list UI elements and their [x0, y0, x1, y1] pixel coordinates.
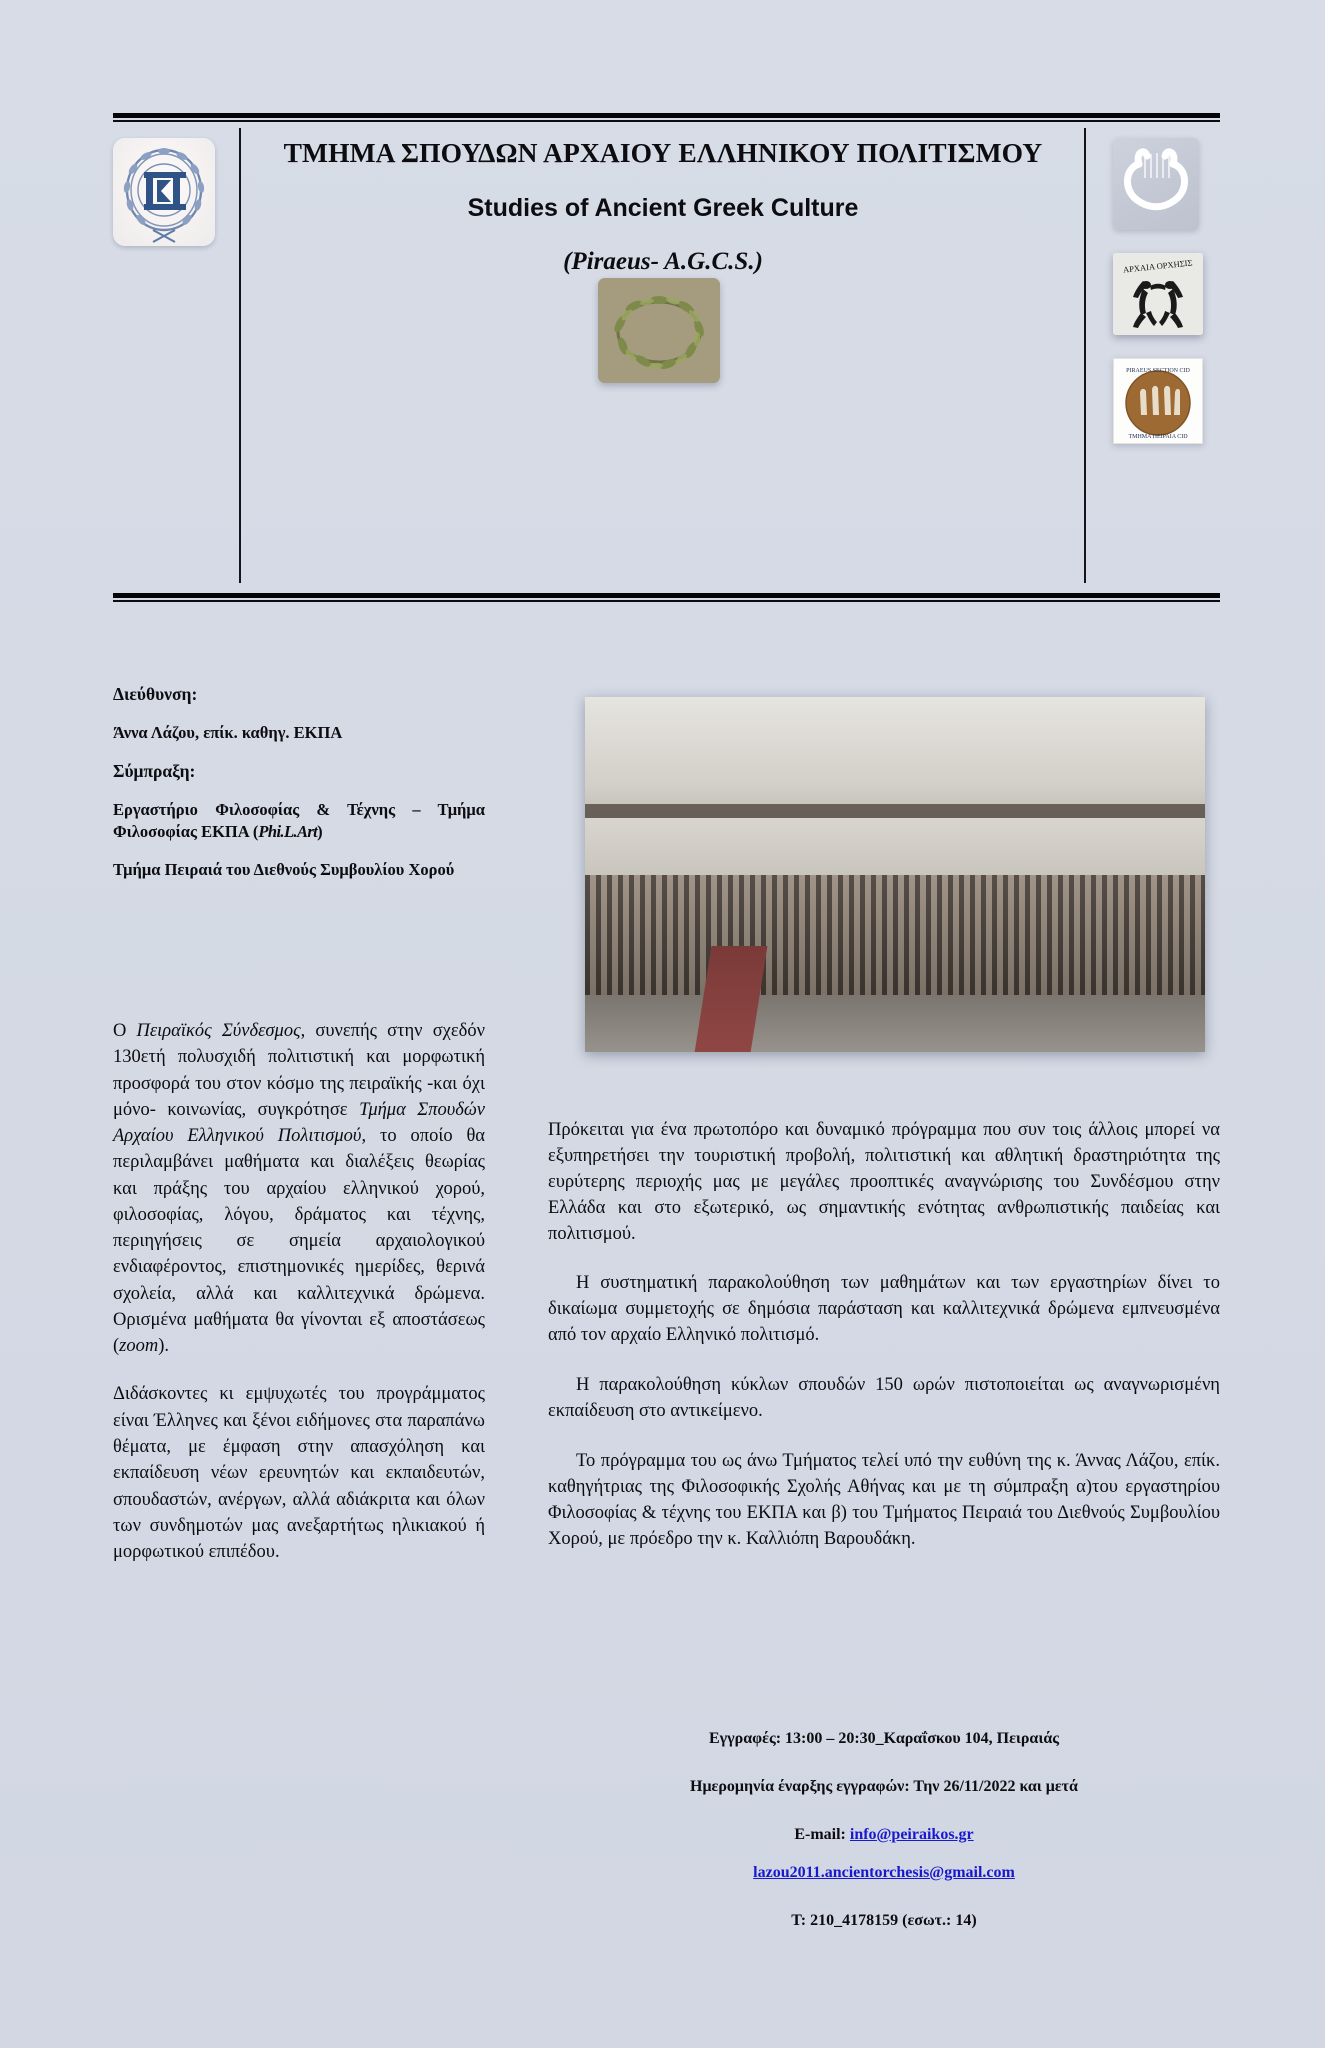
title-english: Studies of Ancient Greek Culture: [467, 194, 859, 222]
partner-1-text-a: Εργαστήριο Φιλοσοφίας & Τέχνης – Τμήμα Φιλοσοφίας ΕΚΠΑ (: [113, 799, 485, 841]
svg-text:ΑΡΧΑΙΑ ΟΡΧΗΣΙΣ: ΑΡΧΑΙΑ ΟΡΧΗΣΙΣ: [1122, 257, 1193, 275]
poster-header: [113, 128, 1220, 583]
photo-balcony-rail: [585, 804, 1205, 818]
lp1-a: Ο: [113, 1021, 137, 1041]
partner-1-text-c: ): [317, 821, 323, 841]
partner-1-abbrev: Phi.L.Art: [258, 821, 318, 841]
partner-organisation-2: Τμήμα Πειραιά του Διεθνούς Συμβουλίου Χορού: [113, 860, 455, 880]
email-label: E-mail:: [794, 1826, 846, 1843]
right-paragraph-2: Η συστηματική παρακολούθηση των μαθημάτων και των εργαστηρίων δίνει το δικαίωμα συμμετοχής σε δημόσια παράσταση και καλλιτεχνικά δρώμενα εμπνευσμένα από τον αρχαίο Ελληνικό πολιτισμό.: [548, 1273, 1220, 1346]
email-link-secondary[interactable]: lazou2011.ancientorchesis@gmail.com: [753, 1864, 1015, 1881]
svg-text:ΤΜΗΜΑ ΠΕΙΡΑΙΑ CID: ΤΜΗΜΑ ΠΕΙΡΑΙΑ CID: [1128, 434, 1188, 440]
lp1-department-name: Τμήμα Σπουδών Αρχαίου Ελληνικού Πολιτισμού: [113, 1099, 486, 1147]
email-row: [548, 1825, 1220, 1845]
header-bottom-rule: [113, 593, 1220, 602]
lp1-e: , το οποίο θα περιλαμβάνει μαθήματα και διαλέξεις θεωρίας και πράξης του αρχαίου ελληνικού χορού, φιλοσοφίας, λόγου, δράματος και τέχνης, περιηγήσεις σε σημεία αρχαιολογικού ενδιαφέροντος, επιστημονικές ημερίδες, θερινά σχολεία, αλλά και καλλιτεχνικά δρώμενα. Ορισμένα μαθήματα θα γίνονται εξ αποστάσεως (: [113, 1126, 485, 1357]
header-right-divider: [1084, 128, 1086, 583]
title-greek: ΤΜΗΜΑ ΣΠΟΥΔΩΝ ΑΡΧΑΙΟΥ ΕΛΛΗΝΙΚΟΥ ΠΟΛΙΤΙΣΜΟΥ: [283, 137, 1043, 168]
lp1-g: ).: [158, 1336, 170, 1357]
left-paragraph-2: Διδάσκοντες κι εμψυχωτές του προγράμματος είναι Έλληνες και ξένοι ειδήμονες στα παραπάνω θέματα, με έμφαση στην απασχόληση και εκπαίδευση νέων ερευνητών και εκπαιδευτών, σπουδαστών, ανέργων, αλλά αδιάκριτα και όλων των συνδημοτών μας ανεξαρτήτως ηλικιακού ή μορφωτικού επιπέδου.: [113, 1384, 485, 1563]
left-paragraph-1: [113, 1018, 485, 1359]
partner-organisation-1: [113, 799, 485, 843]
header-top-rule: [113, 113, 1220, 122]
rule-thin-line: [113, 600, 1220, 602]
piraeus-association-emblem-icon: [113, 138, 215, 246]
header-left-divider: [239, 128, 241, 583]
svg-text:PIRAEUS SECTION CID: PIRAEUS SECTION CID: [1126, 368, 1190, 374]
rule-thick-line: [113, 593, 1220, 598]
archaia-orchesis-logo-icon: [1113, 253, 1203, 335]
rule-thick-line: [113, 113, 1220, 118]
lp1-org-name: Πειραϊκός Σύνδεσμος: [136, 1021, 301, 1041]
title-abbreviation: (Piraeus- A.G.C.S.): [563, 248, 763, 275]
photo-audience: [585, 875, 1205, 1003]
telephone-number: Τ: 210_4178159 (εσωτ.: 14): [791, 1912, 977, 1929]
registration-start-date: Ημερομηνία έναρξης εγγραφών: Την 26/11/2022 και μετά: [690, 1778, 1078, 1795]
olive-wreath-image: [598, 278, 720, 383]
right-paragraph-1: Πρόκειται για ένα πρωτοπόρο και δυναμικό πρόγραμμα που συν τοις άλλοις μπορεί να εξυπηρετήσει την τουριστική προβολή, πολιτιστική και αθλητική δραστηριότητα της ευρύτερης περιοχής μας με μεγάλες προοπτικές αναγνώρισης του Συνδέσμου στην Ελλάδα και στο εξωτερικό, ως σημαντικής ενότητας ανθρωπιστικής παιδείας και πολιτισμού.: [548, 1120, 1220, 1244]
lp1-c: , συνεπής στην σχεδόν 130ετή πολυσχιδή πολιτιστική και μορφωτική προσφορά του στον κόσμο της πειραϊκής -και όχι μόνο- κοινωνίας, συγκρότησε: [113, 1021, 485, 1120]
email-link-primary[interactable]: info@peiraikos.gr: [849, 1826, 974, 1843]
rule-thin-line: [113, 120, 1220, 122]
photo-floor: [585, 995, 1205, 1052]
left-body-text: [113, 1018, 485, 1587]
right-body-text: [548, 1118, 1220, 1576]
footer-contact-block: [548, 1729, 1220, 1931]
lyre-icon: [1113, 138, 1199, 230]
right-paragraph-3: Η παρακολούθηση κύκλων σπουδών 150 ωρών πιστοποιείται ως αναγνωρισμένη εκπαίδευση στο αντικείμενο.: [548, 1375, 1220, 1422]
partnership-label: Σύμπραξη:: [113, 760, 196, 781]
direction-label: Διεύθυνση:: [113, 684, 198, 704]
contact-info-column: [113, 684, 485, 898]
email-row-secondary: [548, 1863, 1220, 1883]
director-name: Άννα Λάζου, επίκ. καθηγ. ΕΚΠΑ: [113, 723, 343, 742]
right-paragraph-4: Το πρόγραμμα του ως άνω Τμήματος τελεί υπό την ευθύνη της κ. Άννας Λάζου, επίκ. καθηγήτριας της Φιλοσοφικής Σχολής Αθήνας και με τη σύμπραξη α)του εργαστηρίου Φιλοσοφίας & τέχνης του ΕΚΠΑ και β) του Τμήματος Πειραιά του Διεθνούς Συμβουλίου Χορού, με πρόεδρο την κ. Καλλιόπη Βαρουδάκη.: [548, 1450, 1220, 1549]
registration-hours: Εγγραφές: 13:00 – 20:30_Καραΐσκου 104, Πειραιάς: [708, 1730, 1059, 1747]
auditorium-audience-photo: [585, 697, 1205, 1052]
piraeus-section-cid-medallion-icon: [1113, 358, 1203, 444]
lp1-zoom-word: zoom: [119, 1336, 159, 1357]
